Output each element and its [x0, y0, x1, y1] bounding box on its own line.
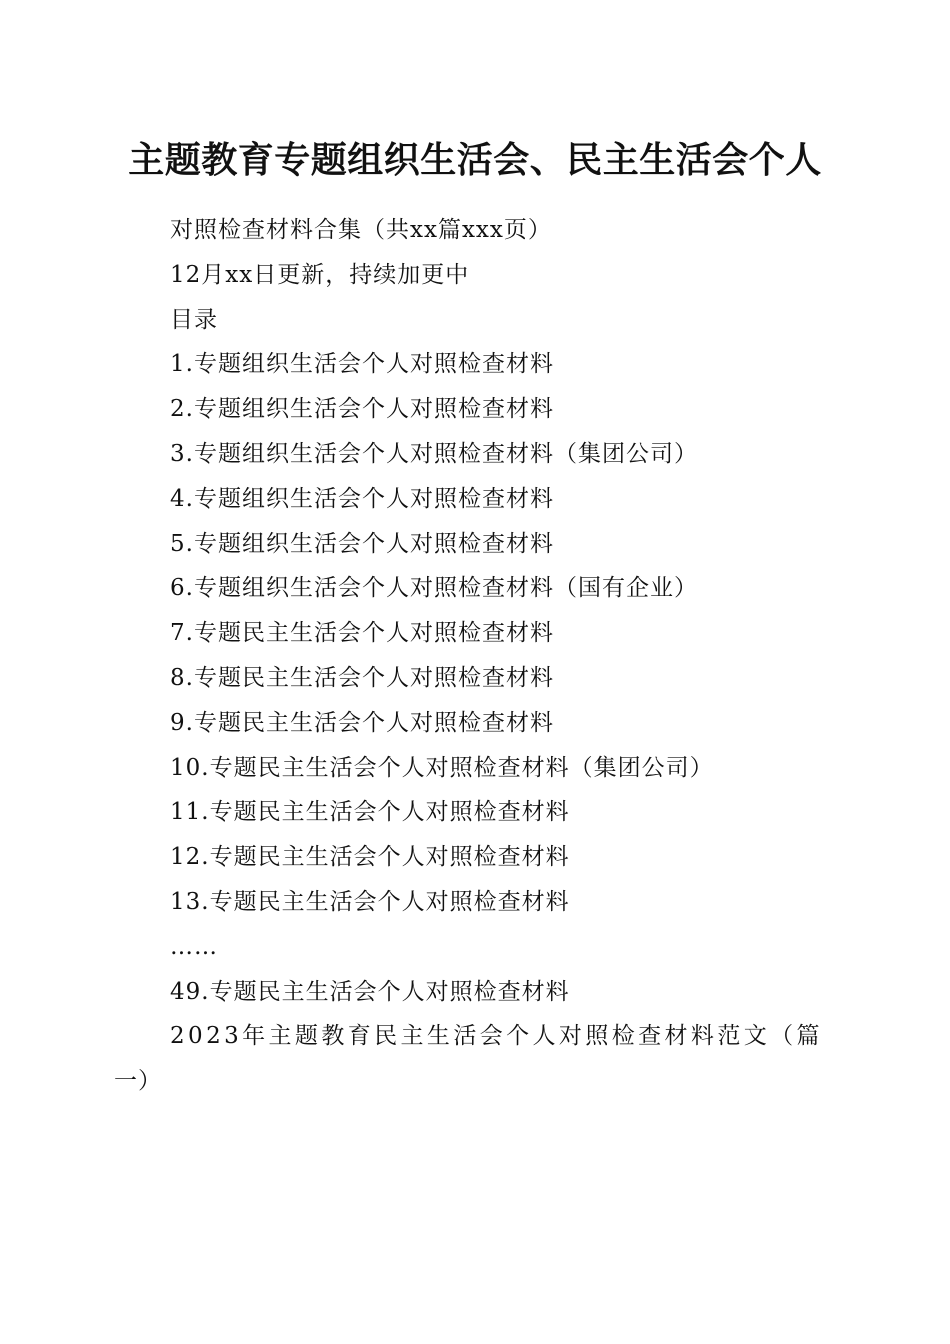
toc-item: 6.专题组织生活会个人对照检查材料（国有企业） [170, 575, 698, 602]
table-of-contents [0, 342, 950, 1014]
toc-heading: 目录 [170, 306, 218, 333]
toc-item: 4.专题组织生活会个人对照检查材料 [170, 485, 554, 512]
document-body [0, 208, 950, 1104]
toc-last-item: 49.专题民主生活会个人对照检查材料 [170, 978, 570, 1005]
toc-item: 7.专题民主生活会个人对照检查材料 [170, 620, 554, 647]
document-title: 主题教育专题组织生活会、民主生活会个人 [128, 139, 822, 181]
section-heading-line2: 一） [114, 1068, 162, 1095]
toc-ellipsis: …… [170, 933, 218, 960]
toc-item: 9.专题民主生活会个人对照检查材料 [170, 709, 554, 736]
toc-item: 11.专题民主生活会个人对照检查材料 [170, 799, 570, 826]
section-heading-line1: 2023年主题教育民主生活会个人对照检查材料范文（篇 [170, 1023, 823, 1050]
toc-item: 2.专题组织生活会个人对照检查材料 [170, 396, 554, 423]
toc-item: 13.专题民主生活会个人对照检查材料 [170, 888, 570, 915]
toc-item: 8.专题民主生活会个人对照检查材料 [170, 664, 554, 691]
toc-item: 5.专题组织生活会个人对照检查材料 [170, 530, 554, 557]
document-subtitle: 对照检查材料合集（共xx篇xxx页） [170, 217, 552, 243]
toc-item: 12.专题民主生活会个人对照检查材料 [170, 844, 570, 871]
update-note: 12月xx日更新，持续加更中 [170, 261, 470, 288]
toc-item: 1.专题组织生活会个人对照检查材料 [170, 351, 554, 378]
toc-item: 3.专题组织生活会个人对照检查材料（集团公司） [170, 440, 698, 467]
toc-item: 10.专题民主生活会个人对照检查材料（集团公司） [170, 754, 714, 781]
